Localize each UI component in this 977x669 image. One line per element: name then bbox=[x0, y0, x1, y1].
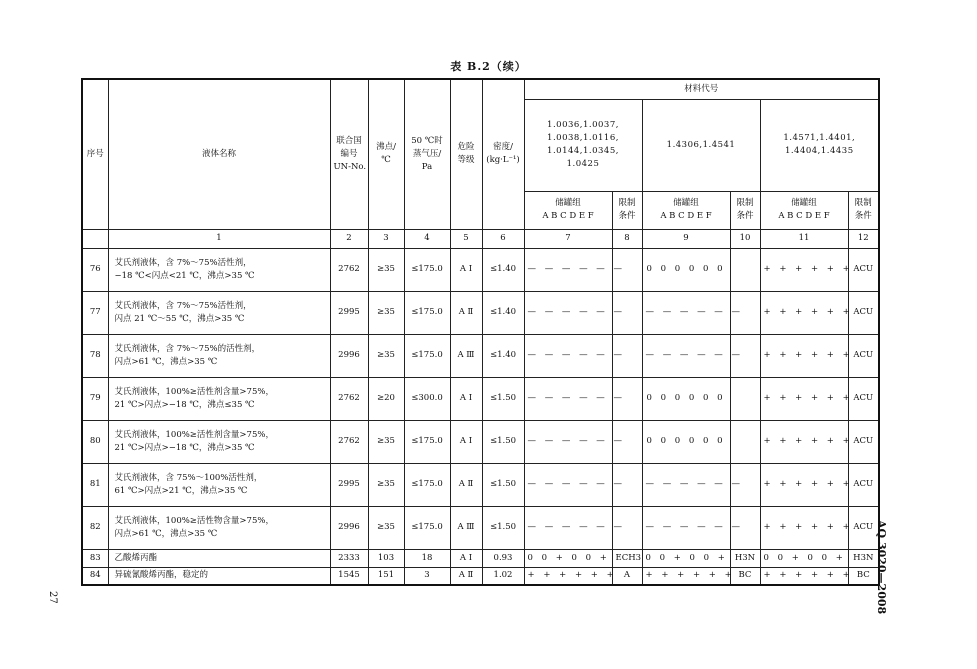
cell-hz: A Ⅰ bbox=[450, 549, 482, 567]
table-row bbox=[82, 549, 879, 567]
cell-g2: + + + + + + bbox=[642, 567, 730, 585]
cell-bp: ≥35 bbox=[368, 420, 404, 463]
header-vapor-pressure: 50 ℃时 蒸气压/ Pa bbox=[404, 79, 450, 229]
cell-g3: 0 0 + 0 0 + bbox=[760, 549, 848, 567]
liquid-name-line: 21 ℃>闪点>−18 ℃，沸点≤35 ℃ bbox=[114, 399, 255, 410]
material-group-3: 1.4571,1.4401, 1.4404,1.4435 bbox=[760, 99, 879, 191]
cell-hz: A Ⅲ bbox=[450, 506, 482, 549]
liquid-name-line: 艾氏剂液体，100%≥活性物含量>75%， bbox=[114, 515, 274, 526]
cell-g1: + + + + + + bbox=[524, 567, 612, 585]
cell-bp: ≥35 bbox=[368, 248, 404, 291]
cell-un: 2995 bbox=[330, 463, 368, 506]
cell-den: ≤1.50 bbox=[482, 506, 524, 549]
cell-hz: A Ⅱ bbox=[450, 463, 482, 506]
cell-r2 bbox=[730, 248, 760, 291]
table-caption: 表 B.2（续） bbox=[450, 60, 527, 73]
cell-r1: A bbox=[612, 567, 642, 585]
table-row bbox=[82, 420, 879, 463]
tank-group-2: 储罐组 A B C D E F bbox=[642, 191, 730, 229]
cell-den: ≤1.40 bbox=[482, 334, 524, 377]
header-hazard-class: 危险 等级 bbox=[450, 79, 482, 229]
liquid-name-line: 闪点 21 ℃～55 ℃，沸点>35 ℃ bbox=[114, 313, 245, 324]
cell-r3: ACU bbox=[848, 291, 879, 334]
table-row bbox=[82, 377, 879, 420]
tank-group-1: 储罐组 A B C D E F bbox=[524, 191, 612, 229]
cell-un: 2762 bbox=[330, 248, 368, 291]
cell-r3: ACU bbox=[848, 248, 879, 291]
cell-un: 2333 bbox=[330, 549, 368, 567]
cell-den: ≤1.40 bbox=[482, 248, 524, 291]
table-row bbox=[82, 506, 879, 549]
liquid-name-line: 21 ℃>闪点>−18 ℃，沸点>35 ℃ bbox=[114, 442, 255, 453]
column-number: 12 bbox=[848, 229, 879, 248]
header-density: 密度/ (kg·L⁻¹) bbox=[482, 79, 524, 229]
column-number: 5 bbox=[450, 229, 482, 248]
cell-name bbox=[108, 248, 330, 291]
header-liquid-name: 液体名称 bbox=[108, 79, 330, 229]
table-row bbox=[82, 567, 879, 585]
table-body bbox=[82, 79, 879, 585]
cell-den: 0.93 bbox=[482, 549, 524, 567]
cell-g1: — — — — — — bbox=[524, 334, 612, 377]
cell-bp: 151 bbox=[368, 567, 404, 585]
cell-no: 84 bbox=[82, 567, 108, 585]
cell-name bbox=[108, 377, 330, 420]
cell-r3: ACU bbox=[848, 463, 879, 506]
cell-vp: 18 bbox=[404, 549, 450, 567]
cell-g2: 0 0 + 0 0 + bbox=[642, 549, 730, 567]
cell-g2: — — — — — — bbox=[642, 463, 730, 506]
liquid-name-line: 闪点>61 ℃，沸点>35 ℃ bbox=[114, 528, 218, 539]
cell-g1: — — — — — — bbox=[524, 248, 612, 291]
liquid-name-line: 闪点>61 ℃，沸点>35 ℃ bbox=[114, 356, 218, 367]
cell-name bbox=[108, 549, 330, 567]
cell-den: ≤1.40 bbox=[482, 291, 524, 334]
cell-g2: — — — — — — bbox=[642, 291, 730, 334]
cell-bp: ≥35 bbox=[368, 463, 404, 506]
tank-group-3: 储罐组 A B C D E F bbox=[760, 191, 848, 229]
column-number: 3 bbox=[368, 229, 404, 248]
cell-name bbox=[108, 567, 330, 585]
cell-g2: 0 0 0 0 0 0 bbox=[642, 377, 730, 420]
cell-r3: ACU bbox=[848, 420, 879, 463]
cell-vp: ≤175.0 bbox=[404, 506, 450, 549]
column-number: 1 bbox=[108, 229, 330, 248]
cell-g2: — — — — — — bbox=[642, 334, 730, 377]
cell-den: ≤1.50 bbox=[482, 463, 524, 506]
cell-g3: + + + + + + bbox=[760, 377, 848, 420]
cell-no: 82 bbox=[82, 506, 108, 549]
column-number: 10 bbox=[730, 229, 760, 248]
cell-no: 83 bbox=[82, 549, 108, 567]
header-un-no: 联合国 编号 UN-No. bbox=[330, 79, 368, 229]
material-group-2: 1.4306,1.4541 bbox=[642, 99, 760, 191]
cell-r2 bbox=[730, 420, 760, 463]
column-number: 6 bbox=[482, 229, 524, 248]
cell-no: 76 bbox=[82, 248, 108, 291]
cell-bp: ≥35 bbox=[368, 334, 404, 377]
standard-code: AQ 3020—2008 bbox=[875, 520, 888, 615]
cell-g3: + + + + + + bbox=[760, 334, 848, 377]
cell-g2: — — — — — — bbox=[642, 506, 730, 549]
material-group-1: 1.0036,1.0037, 1.0038,1.0116, 1.0144,1.0345, 1.0425 bbox=[524, 99, 642, 191]
cell-r2 bbox=[730, 377, 760, 420]
cell-un: 2996 bbox=[330, 334, 368, 377]
cell-bp: ≥20 bbox=[368, 377, 404, 420]
cell-no: 80 bbox=[82, 420, 108, 463]
cell-den: ≤1.50 bbox=[482, 377, 524, 420]
cell-bp: 103 bbox=[368, 549, 404, 567]
cell-hz: A Ⅱ bbox=[450, 291, 482, 334]
cell-den: 1.02 bbox=[482, 567, 524, 585]
cell-hz: A Ⅰ bbox=[450, 420, 482, 463]
cell-r2: H3N bbox=[730, 549, 760, 567]
liquid-name-line: 艾氏剂液体，含 7%～75%的活性剂， bbox=[114, 343, 261, 354]
cell-un: 2762 bbox=[330, 377, 368, 420]
column-number: 11 bbox=[760, 229, 848, 248]
liquid-name-line: 异硫氰酸烯丙酯，稳定的 bbox=[114, 570, 209, 581]
column-number-row bbox=[82, 229, 879, 248]
cell-name bbox=[108, 420, 330, 463]
cell-g3: + + + + + + bbox=[760, 420, 848, 463]
cell-bp: ≥35 bbox=[368, 291, 404, 334]
page-number: 27 bbox=[47, 591, 58, 604]
liquid-name-line: −18 ℃<闪点<21 ℃，沸点>35 ℃ bbox=[114, 270, 255, 281]
liquid-name-line: 艾氏剂液体，100%≥活性剂含量>75%， bbox=[114, 386, 274, 397]
table-row bbox=[82, 291, 879, 334]
column-number: 7 bbox=[524, 229, 612, 248]
cell-name bbox=[108, 463, 330, 506]
cell-hz: A Ⅰ bbox=[450, 248, 482, 291]
cell-name bbox=[108, 506, 330, 549]
cell-hz: A Ⅱ bbox=[450, 567, 482, 585]
liquid-name-line: 艾氏剂液体，含 7%～75%活性剂， bbox=[114, 257, 252, 268]
cell-vp: ≤300.0 bbox=[404, 377, 450, 420]
cell-un: 1545 bbox=[330, 567, 368, 585]
cell-hz: A Ⅲ bbox=[450, 334, 482, 377]
cell-un: 2762 bbox=[330, 420, 368, 463]
cell-r3: ACU bbox=[848, 377, 879, 420]
column-number: 2 bbox=[330, 229, 368, 248]
column-number: 9 bbox=[642, 229, 730, 248]
cell-name bbox=[108, 291, 330, 334]
liquid-name-line: 艾氏剂液体，含 7%～75%活性剂， bbox=[114, 300, 252, 311]
cell-g3: + + + + + + bbox=[760, 567, 848, 585]
liquid-name-line: 艾氏剂液体，100%≥活性剂含量>75%， bbox=[114, 429, 274, 440]
cell-g3: + + + + + + bbox=[760, 248, 848, 291]
cell-vp: 3 bbox=[404, 567, 450, 585]
cell-g1: — — — — — — bbox=[524, 420, 612, 463]
cell-den: ≤1.50 bbox=[482, 420, 524, 463]
cell-no: 78 bbox=[82, 334, 108, 377]
cell-no: 81 bbox=[82, 463, 108, 506]
liquid-name-line: 乙酸烯丙酯 bbox=[114, 552, 158, 563]
cell-r3: BC bbox=[848, 567, 879, 585]
cell-no: 79 bbox=[82, 377, 108, 420]
table-row bbox=[82, 248, 879, 291]
column-number: 4 bbox=[404, 229, 450, 248]
restriction-3: 限制 条件 bbox=[848, 191, 879, 229]
data-table bbox=[81, 78, 880, 586]
header-boiling-point: 沸点/ ℃ bbox=[368, 79, 404, 229]
cell-g3: + + + + + + bbox=[760, 463, 848, 506]
cell-hz: A Ⅰ bbox=[450, 377, 482, 420]
cell-vp: ≤175.0 bbox=[404, 248, 450, 291]
cell-name bbox=[108, 334, 330, 377]
cell-g2: 0 0 0 0 0 0 bbox=[642, 420, 730, 463]
cell-vp: ≤175.0 bbox=[404, 291, 450, 334]
table-row bbox=[82, 334, 879, 377]
column-number-blank bbox=[82, 229, 108, 248]
cell-no: 77 bbox=[82, 291, 108, 334]
cell-g2: 0 0 0 0 0 0 bbox=[642, 248, 730, 291]
header-material-code: 材料代号 bbox=[524, 79, 879, 99]
cell-bp: ≥35 bbox=[368, 506, 404, 549]
cell-r2: BC bbox=[730, 567, 760, 585]
cell-vp: ≤175.0 bbox=[404, 334, 450, 377]
column-number: 8 bbox=[612, 229, 642, 248]
cell-g1: — — — — — — bbox=[524, 291, 612, 334]
cell-vp: ≤175.0 bbox=[404, 420, 450, 463]
cell-r3: ACU bbox=[848, 506, 879, 549]
cell-g1: — — — — — — bbox=[524, 463, 612, 506]
cell-r3: H3N bbox=[848, 549, 879, 567]
header-seq: 序号 bbox=[82, 79, 108, 229]
cell-g3: + + + + + + bbox=[760, 291, 848, 334]
restriction-2: 限制 条件 bbox=[730, 191, 760, 229]
cell-un: 2995 bbox=[330, 291, 368, 334]
cell-vp: ≤175.0 bbox=[404, 463, 450, 506]
restriction-1: 限制 条件 bbox=[612, 191, 642, 229]
cell-un: 2996 bbox=[330, 506, 368, 549]
cell-g1: — — — — — — bbox=[524, 377, 612, 420]
cell-r1: ECH3 bbox=[612, 549, 642, 567]
cell-g1: 0 0 + 0 0 + bbox=[524, 549, 612, 567]
table-row bbox=[82, 463, 879, 506]
cell-g1: — — — — — — bbox=[524, 506, 612, 549]
liquid-name-line: 61 ℃>闪点>21 ℃，沸点>35 ℃ bbox=[114, 485, 248, 496]
cell-r3: ACU bbox=[848, 334, 879, 377]
liquid-name-line: 艾氏剂液体，含 75%～100%活性剂， bbox=[114, 472, 263, 483]
cell-g3: + + + + + + bbox=[760, 506, 848, 549]
